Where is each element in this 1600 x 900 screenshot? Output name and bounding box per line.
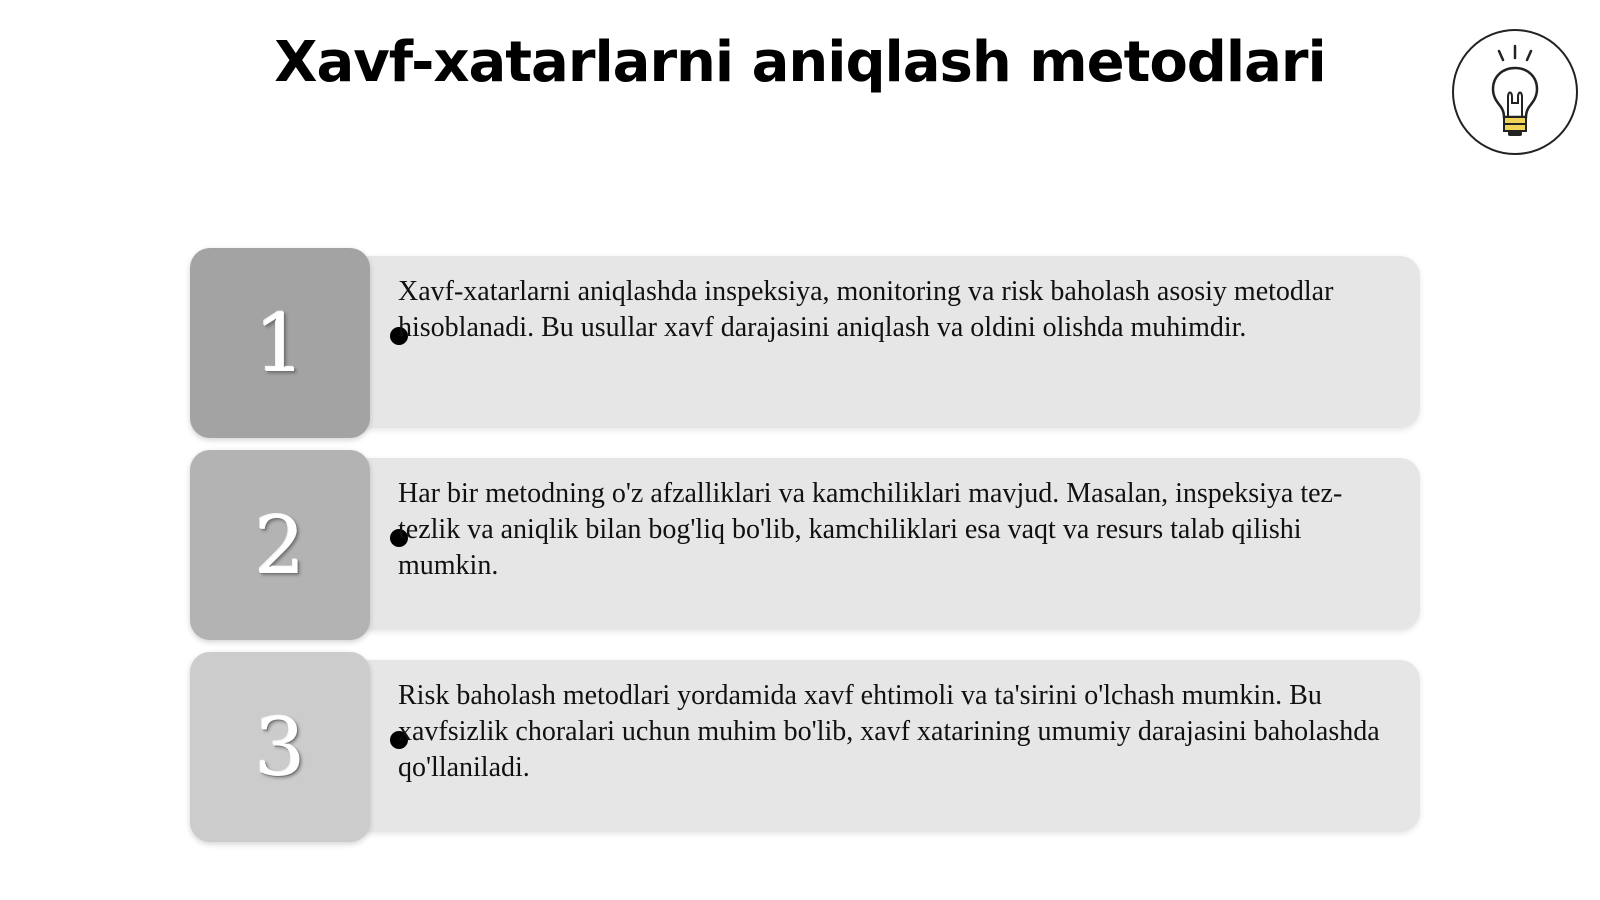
number-box: [190, 652, 370, 842]
item-text: Har bir metodning o'z afzalliklari va kamchiliklari mavjud. Masalan, inspeksiya tez-tezlik va aniqlik bilan bog'liq bo'lib, kamchiliklari esa vaqt va resurs talab qilishi mumkin.: [398, 478, 1343, 581]
lightbulb-icon: [1450, 27, 1580, 157]
list-item: [190, 652, 1420, 842]
item-number: 2: [254, 498, 306, 592]
number-box: [190, 450, 370, 640]
slide-title: Xavf-xatarlarni aniqlash metodlari: [274, 30, 1326, 95]
list-item: [190, 248, 1420, 438]
item-number: 1: [254, 296, 306, 390]
number-box: [190, 248, 370, 438]
item-text: Risk baholash metodlari yordamida xavf ehtimoli va ta'sirini o'lchash mumkin. Bu xavfsizlik choralari uchun muhim bo'lib, xavf xatarining umumiy darajasini baholashda qo'llaniladi.: [398, 680, 1380, 783]
list-item: [190, 450, 1420, 640]
item-text: Xavf-xatarlarni aniqlashda inspeksiya, monitoring va risk baholash asosiy metodlar hisoblanadi. Bu usullar xavf darajasini aniqlash va oldini olishda muhimdir.: [398, 276, 1334, 343]
item-number: 3: [254, 700, 306, 794]
